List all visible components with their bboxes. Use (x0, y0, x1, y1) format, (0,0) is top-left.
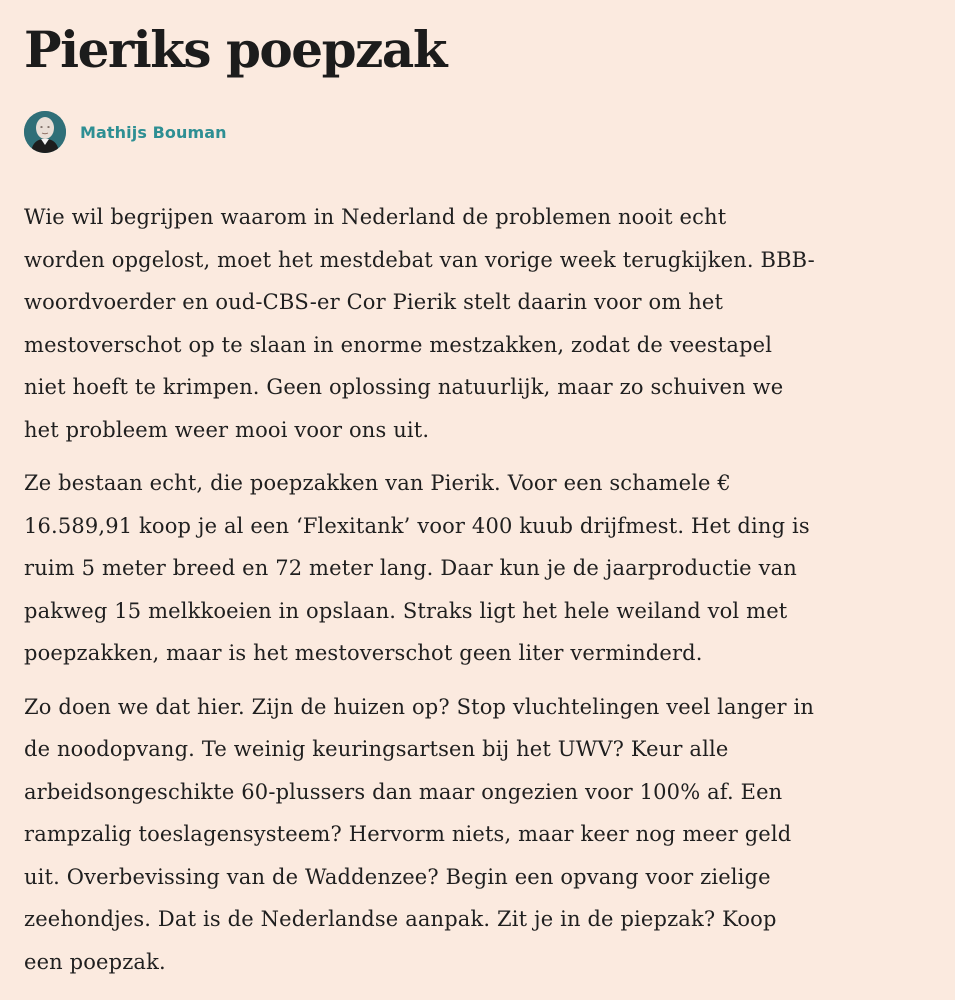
text-line: Ze bestaan echt, die poepzakken van Pierik. Voor een schamele € (24, 471, 731, 495)
text-line: arbeidsongeschikte 60-plussers dan maar ongezien voor 100% af. Een (24, 779, 783, 804)
author-portrait-icon (24, 111, 66, 153)
article-title: Pieriks poepzak (24, 20, 446, 79)
paragraph (24, 462, 936, 675)
text-line: zeehondjes. Dat is de Nederlandse aanpak. Zit je in de piepzak? Koop (24, 907, 777, 931)
text-line: een poepzak. (24, 949, 166, 974)
byline (24, 110, 227, 154)
paragraph (24, 686, 936, 984)
author-avatar[interactable] (24, 111, 66, 153)
text-line: de noodopvang. Te weinig keuringsartsen bij het UWV? Keur alle (24, 737, 729, 761)
text-line: worden opgelost, moet het mestdebat van vorige week terugkijken. BBB- (24, 247, 815, 272)
article-body (24, 196, 936, 994)
text-line: Wie wil begrijpen waarom in Nederland de problemen nooit echt (24, 205, 727, 229)
text-line: het probleem weer mooi voor ons uit. (24, 417, 430, 442)
text-line: woordvoerder en oud-CBS-er Cor Pierik stelt daarin voor om het (24, 290, 724, 314)
author-name[interactable]: Mathijs Bouman (80, 122, 227, 142)
text-line: uit. Overbevissing van de Waddenzee? Begin een opvang voor zielige (24, 864, 771, 889)
paragraph (24, 196, 936, 451)
text-line: rampzalig toeslagensysteem? Hervorm niets, maar keer nog meer geld (24, 822, 792, 846)
text-line: ruim 5 meter breed en 72 meter lang. Daar kun je de jaarproductie van (24, 556, 797, 580)
text-line: mestoverschot op te slaan in enorme mestzakken, zodat de veestapel (24, 332, 773, 357)
text-line: niet hoeft te krimpen. Geen oplossing natuurlijk, maar zo schuiven we (24, 375, 784, 399)
text-line: pakweg 15 melkkoeien in opslaan. Straks ligt het hele weiland vol met (24, 598, 788, 623)
text-line: Zo doen we dat hier. Zijn de huizen op? Stop vluchtelingen veel langer in (24, 694, 815, 719)
text-line: 16.589,91 koop je al een ‘Flexitank’ voor 400 kuub drijfmest. Het ding is (24, 513, 810, 538)
text-line: poepzakken, maar is het mestoverschot geen liter verminderd. (24, 641, 703, 665)
